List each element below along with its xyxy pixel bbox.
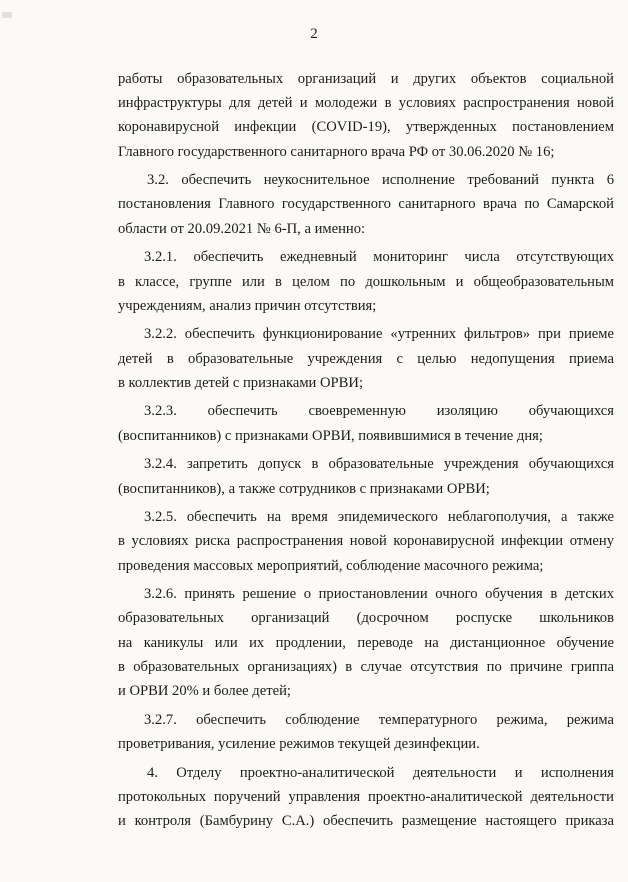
text-line: в условиях риска распространения новой коронавирусной инфекции отмену <box>118 533 614 550</box>
text-line: в классе, группе или в целом по дошкольным и общеобразовательным <box>118 273 614 290</box>
text-line: 3.2.6. принять решение о приостановлении очного обучения в детских <box>144 586 614 603</box>
text-line: работы образовательных организаций и других объектов социальной <box>118 71 614 87</box>
text-line: учреждениям, анализ причин отсутствия; <box>118 297 377 314</box>
paragraph-3-2-4 <box>118 452 614 500</box>
text-line: постановления Главного государственного санитарного врача по Самарской <box>118 196 614 213</box>
paragraph-3-2-3 <box>118 399 614 447</box>
text-line: (воспитанников) с признаками ОРВИ, появившимися в течение дня; <box>118 427 543 444</box>
text-line: 3.2.4. запретить допуск в образовательные учреждения обучающихся <box>144 456 614 473</box>
paragraph-3-2 <box>118 168 614 241</box>
text-line: 3.2.3. обеспечить своевременную изоляцию обучающихся <box>144 403 614 420</box>
text-line: инфраструктуры для детей и молодежи в условиях распространения новой <box>118 95 614 112</box>
text-line: проветривания, усиление режимов текущей дезинфекции. <box>118 735 480 752</box>
paragraph-3-2-1 <box>118 245 614 318</box>
text-line: на каникулы или их продлении, переводе на дистанционное обучение <box>118 634 614 651</box>
text-line: 3.2.7. обеспечить соблюдение температурного режима, режима <box>144 711 614 728</box>
text-line: 3.2.2. обеспечить функционирование «утренних фильтров» при приеме <box>144 326 614 343</box>
text-line: области от 20.09.2021 № 6-П, а именно: <box>118 220 366 237</box>
scan-artifact <box>2 12 12 18</box>
text-line: образовательных организаций (досрочном роспуске школьников <box>118 610 614 627</box>
text-line: в образовательных организациях) в случае отсутствия по причине гриппа <box>118 658 614 675</box>
text-line: протокольных поручений управления проектно-аналитической деятельности <box>118 788 614 805</box>
text-line: и контроля (Бамбурину С.А.) обеспечить размещение настоящего приказа <box>118 812 614 829</box>
text-line: 3.2.5. обеспечить на время эпидемического неблагополучия, а также <box>144 509 614 526</box>
text-line: детей в образовательные учреждения с целью недопущения приема <box>118 350 614 367</box>
paragraph-3-2-5 <box>118 505 614 578</box>
text-line: в коллектив детей с признаками ОРВИ; <box>118 374 363 391</box>
text-line: 3.2. обеспечить неукоснительное исполнение требований пункта 6 <box>147 172 614 189</box>
text-line: и ОРВИ 20% и более детей; <box>118 683 291 699</box>
text-line: 3.2.1. обеспечить ежедневный мониторинг числа отсутствующих <box>144 249 614 266</box>
paragraph-3-2-6 <box>118 582 614 703</box>
paragraph-3-2-7 <box>118 708 614 756</box>
paragraph-4 <box>118 761 614 834</box>
document-body <box>118 67 614 838</box>
page-number: 2 <box>310 26 318 42</box>
text-line: коронавирусной инфекции (COVID-19), утвержденных постановлением <box>118 119 614 136</box>
text-line: проведения массовых мероприятий, соблюдение масочного режима; <box>118 557 544 574</box>
paragraph-continuation <box>118 67 614 164</box>
paragraph-3-2-2 <box>118 322 614 395</box>
text-line: Главного государственного санитарного врача РФ от 30.06.2020 № 16; <box>118 143 555 160</box>
text-line: 4. Отделу проектно-аналитической деятельности и исполнения <box>147 764 614 781</box>
text-line: (воспитанников), а также сотрудников с признаками ОРВИ; <box>118 480 490 497</box>
